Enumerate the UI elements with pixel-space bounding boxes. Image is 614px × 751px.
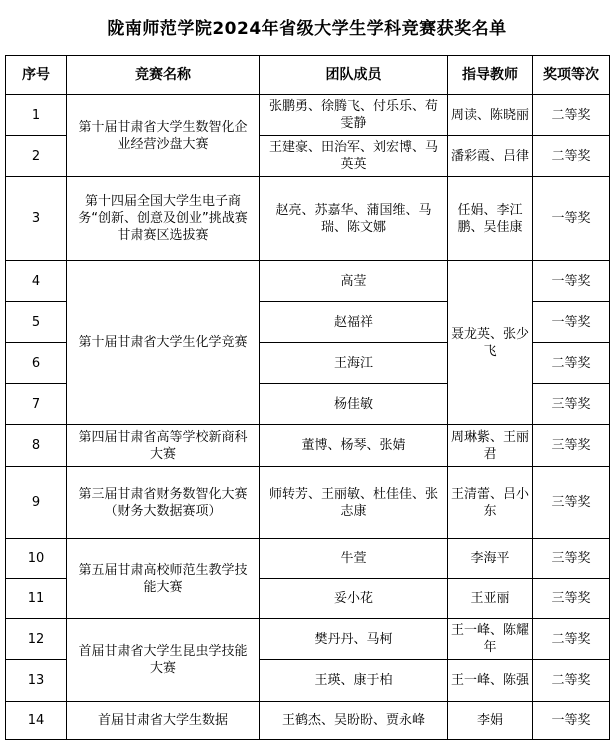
table-row (6, 95, 610, 136)
cell-members: 王建豪、田治军、刘宏博、马英英 (260, 136, 448, 177)
cell-members: 赵亮、苏嘉华、蒲国维、马瑞、陈文娜 (260, 177, 448, 261)
award-table (5, 55, 610, 740)
cell-teacher: 潘彩霞、吕律 (448, 136, 533, 177)
cell-seq: 13 (6, 660, 67, 702)
cell-competition: 首届甘肃省大学生昆虫学技能大赛 (67, 619, 260, 702)
cell-award: 三等奖 (533, 467, 610, 539)
cell-teacher: 王清蕾、吕小东 (448, 467, 533, 539)
cell-competition: 第五届甘肃高校师范生教学技能大赛 (67, 539, 260, 619)
table-row (6, 619, 610, 660)
header-award: 奖项等次 (533, 56, 610, 95)
cell-teacher: 王一峰、陈耀年 (448, 619, 533, 660)
header-competition: 竞赛名称 (67, 56, 260, 95)
cell-members: 高莹 (260, 261, 448, 302)
cell-members: 张鹏勇、徐腾飞、付乐乐、苟雯静 (260, 95, 448, 136)
cell-competition: 第十届甘肃省大学生数智化企业经营沙盘大赛 (67, 95, 260, 177)
cell-seq: 11 (6, 579, 67, 619)
header-seq: 序号 (6, 56, 67, 95)
cell-seq: 8 (6, 425, 67, 467)
cell-award: 三等奖 (533, 384, 610, 425)
cell-teacher: 周琳紫、王丽君 (448, 425, 533, 467)
cell-seq: 6 (6, 343, 67, 384)
cell-seq: 5 (6, 302, 67, 343)
cell-competition: 第四届甘肃省高等学校新商科大赛 (67, 425, 260, 467)
table-row (6, 467, 610, 539)
header-members: 团队成员 (260, 56, 448, 95)
header-row (6, 56, 610, 95)
cell-award: 一等奖 (533, 702, 610, 740)
cell-award: 三等奖 (533, 579, 610, 619)
cell-seq: 1 (6, 95, 67, 136)
cell-members: 樊丹丹、马柯 (260, 619, 448, 660)
table-row (6, 539, 610, 579)
cell-award: 三等奖 (533, 539, 610, 579)
header-teacher: 指导教师 (448, 56, 533, 95)
cell-seq: 14 (6, 702, 67, 740)
cell-award: 二等奖 (533, 95, 610, 136)
cell-award: 二等奖 (533, 136, 610, 177)
table-row (6, 702, 610, 740)
cell-competition: 首届甘肃省大学生数据 (67, 702, 260, 740)
table-row (6, 177, 610, 261)
cell-teacher: 王亚丽 (448, 579, 533, 619)
cell-seq: 10 (6, 539, 67, 579)
cell-teacher: 聂龙英、张少飞 (448, 261, 533, 425)
cell-members: 牛萱 (260, 539, 448, 579)
cell-teacher: 王一峰、陈强 (448, 660, 533, 702)
cell-teacher: 任娟、李江鹏、吴佳康 (448, 177, 533, 261)
cell-members: 师转芳、王丽敏、杜佳佳、张志康 (260, 467, 448, 539)
cell-award: 二等奖 (533, 343, 610, 384)
cell-award: 三等奖 (533, 425, 610, 467)
cell-members: 杨佳敏 (260, 384, 448, 425)
cell-members: 王海江 (260, 343, 448, 384)
cell-members: 董博、杨琴、张婧 (260, 425, 448, 467)
table-row (6, 261, 610, 302)
cell-teacher: 李海平 (448, 539, 533, 579)
cell-award: 一等奖 (533, 177, 610, 261)
table-row (6, 425, 610, 467)
cell-seq: 2 (6, 136, 67, 177)
document-title: 陇南师范学院2024年省级大学生学科竞赛获奖名单 (107, 18, 507, 39)
cell-seq: 7 (6, 384, 67, 425)
cell-seq: 9 (6, 467, 67, 539)
cell-award: 二等奖 (533, 619, 610, 660)
cell-award: 一等奖 (533, 261, 610, 302)
cell-seq: 12 (6, 619, 67, 660)
cell-members: 赵福祥 (260, 302, 448, 343)
cell-competition: 第十四届全国大学生电子商务“创新、创意及创业”挑战赛甘肃赛区选拔赛 (67, 177, 260, 261)
cell-competition: 第三届甘肃省财务数智化大赛（财务大数据赛项） (67, 467, 260, 539)
cell-competition: 第十届甘肃省大学生化学竞赛 (67, 261, 260, 425)
cell-award: 一等奖 (533, 302, 610, 343)
cell-award: 二等奖 (533, 660, 610, 702)
cell-teacher: 周读、陈晓丽 (448, 95, 533, 136)
cell-members: 妥小花 (260, 579, 448, 619)
cell-members: 王瑛、康于柏 (260, 660, 448, 702)
cell-seq: 3 (6, 177, 67, 261)
cell-teacher: 李娟 (448, 702, 533, 740)
cell-seq: 4 (6, 261, 67, 302)
cell-members: 王鹤杰、吴盼盼、贾永峰 (260, 702, 448, 740)
